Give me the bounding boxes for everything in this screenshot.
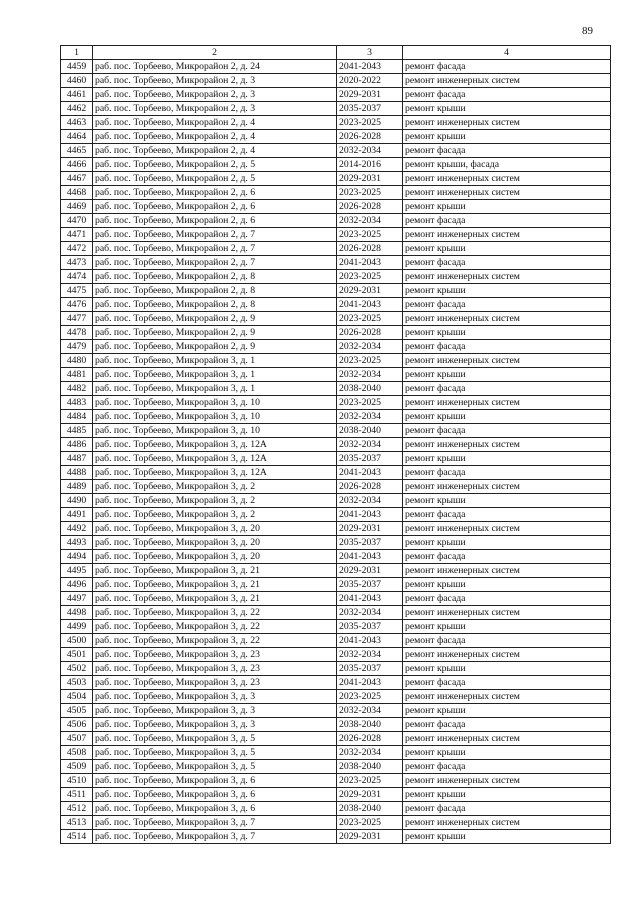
- address-cell: раб. пос. Торбеево, Микрорайон 3, д. 2: [93, 508, 337, 522]
- row-number: 4510: [61, 774, 93, 788]
- table-row: [61, 732, 611, 746]
- work-type-cell: ремонт фасада: [403, 760, 611, 774]
- work-type-cell: ремонт инженерных систем: [403, 774, 611, 788]
- header-col-3: 3: [337, 46, 403, 60]
- period-cell: 2023-2025: [337, 270, 403, 284]
- table-row: [61, 592, 611, 606]
- address-cell: раб. пос. Торбеево, Микрорайон 2, д. 3: [93, 74, 337, 88]
- period-cell: 2032-2034: [337, 144, 403, 158]
- work-type-cell: ремонт инженерных систем: [403, 648, 611, 662]
- table-row: [61, 550, 611, 564]
- table-row: [61, 382, 611, 396]
- period-cell: 2041-2043: [337, 60, 403, 74]
- row-number: 4507: [61, 732, 93, 746]
- period-cell: 2026-2028: [337, 732, 403, 746]
- period-cell: 2035-2037: [337, 452, 403, 466]
- row-number: 4472: [61, 242, 93, 256]
- table-row: [61, 354, 611, 368]
- address-cell: раб. пос. Торбеево, Микрорайон 3, д. 3: [93, 690, 337, 704]
- work-type-cell: ремонт инженерных систем: [403, 116, 611, 130]
- table-row: [61, 466, 611, 480]
- row-number: 4460: [61, 74, 93, 88]
- work-type-cell: ремонт инженерных систем: [403, 186, 611, 200]
- period-cell: 2035-2037: [337, 578, 403, 592]
- table-row: [61, 228, 611, 242]
- work-type-cell: ремонт инженерных систем: [403, 480, 611, 494]
- table-row: [61, 396, 611, 410]
- table-row: [61, 746, 611, 760]
- period-cell: 2032-2034: [337, 704, 403, 718]
- row-number: 4482: [61, 382, 93, 396]
- period-cell: 2041-2043: [337, 676, 403, 690]
- header-col-1: 1: [61, 46, 93, 60]
- address-cell: раб. пос. Торбеево, Микрорайон 2, д. 3: [93, 102, 337, 116]
- row-number: 4466: [61, 158, 93, 172]
- work-type-cell: ремонт фасада: [403, 550, 611, 564]
- row-number: 4514: [61, 830, 93, 844]
- period-cell: 2023-2025: [337, 186, 403, 200]
- period-cell: 2029-2031: [337, 284, 403, 298]
- row-number: 4467: [61, 172, 93, 186]
- period-cell: 2020-2022: [337, 74, 403, 88]
- address-cell: раб. пос. Торбеево, Микрорайон 3, д. 7: [93, 816, 337, 830]
- period-cell: 2026-2028: [337, 242, 403, 256]
- address-cell: раб. пос. Торбеево, Микрорайон 3, д. 10: [93, 424, 337, 438]
- period-cell: 2041-2043: [337, 298, 403, 312]
- work-type-cell: ремонт фасада: [403, 60, 611, 74]
- row-number: 4479: [61, 340, 93, 354]
- row-number: 4477: [61, 312, 93, 326]
- row-number: 4504: [61, 690, 93, 704]
- table-row: [61, 200, 611, 214]
- period-cell: 2029-2031: [337, 830, 403, 844]
- table-row: [61, 102, 611, 116]
- work-type-cell: ремонт инженерных систем: [403, 270, 611, 284]
- row-number: 4471: [61, 228, 93, 242]
- table-row: [61, 648, 611, 662]
- address-cell: раб. пос. Торбеево, Микрорайон 3, д. 20: [93, 536, 337, 550]
- table-row: [61, 186, 611, 200]
- table-row: [61, 718, 611, 732]
- work-type-cell: ремонт фасада: [403, 802, 611, 816]
- address-cell: раб. пос. Торбеево, Микрорайон 3, д. 10: [93, 396, 337, 410]
- row-number: 4465: [61, 144, 93, 158]
- period-cell: 2026-2028: [337, 130, 403, 144]
- address-cell: раб. пос. Торбеево, Микрорайон 3, д. 2: [93, 494, 337, 508]
- work-type-cell: ремонт крыши: [403, 326, 611, 340]
- table-row: [61, 606, 611, 620]
- header-col-4: 4: [403, 46, 611, 60]
- table-row: [61, 788, 611, 802]
- work-type-cell: ремонт крыши: [403, 242, 611, 256]
- period-cell: 2035-2037: [337, 536, 403, 550]
- work-type-cell: ремонт фасада: [403, 214, 611, 228]
- row-number: 4489: [61, 480, 93, 494]
- row-number: 4498: [61, 606, 93, 620]
- address-cell: раб. пос. Торбеево, Микрорайон 3, д. 5: [93, 746, 337, 760]
- work-type-cell: ремонт крыши: [403, 578, 611, 592]
- address-cell: раб. пос. Торбеево, Микрорайон 2, д. 7: [93, 242, 337, 256]
- row-number: 4494: [61, 550, 93, 564]
- address-cell: раб. пос. Торбеево, Микрорайон 3, д. 23: [93, 648, 337, 662]
- work-type-cell: ремонт фасада: [403, 340, 611, 354]
- table-row: [61, 676, 611, 690]
- period-cell: 2023-2025: [337, 396, 403, 410]
- period-cell: 2041-2043: [337, 256, 403, 270]
- work-type-cell: ремонт фасада: [403, 256, 611, 270]
- period-cell: 2038-2040: [337, 760, 403, 774]
- work-type-cell: ремонт крыши: [403, 452, 611, 466]
- period-cell: 2023-2025: [337, 116, 403, 130]
- address-cell: раб. пос. Торбеево, Микрорайон 2, д. 3: [93, 88, 337, 102]
- period-cell: 2035-2037: [337, 620, 403, 634]
- row-number: 4474: [61, 270, 93, 284]
- period-cell: 2038-2040: [337, 718, 403, 732]
- table-row: [61, 312, 611, 326]
- table-row: [61, 508, 611, 522]
- address-cell: раб. пос. Торбеево, Микрорайон 2, д. 5: [93, 172, 337, 186]
- work-type-cell: ремонт инженерных систем: [403, 312, 611, 326]
- table-row: [61, 326, 611, 340]
- table-row: [61, 634, 611, 648]
- period-cell: 2032-2034: [337, 368, 403, 382]
- table-row: [61, 242, 611, 256]
- table-row: [61, 536, 611, 550]
- row-number: 4501: [61, 648, 93, 662]
- table-row: [61, 774, 611, 788]
- row-number: 4475: [61, 284, 93, 298]
- period-cell: 2038-2040: [337, 802, 403, 816]
- table-row: [61, 620, 611, 634]
- period-cell: 2041-2043: [337, 592, 403, 606]
- row-number: 4509: [61, 760, 93, 774]
- work-type-cell: ремонт крыши: [403, 620, 611, 634]
- address-cell: раб. пос. Торбеево, Микрорайон 3, д. 1: [93, 354, 337, 368]
- table-row: [61, 214, 611, 228]
- period-cell: 2041-2043: [337, 634, 403, 648]
- work-type-cell: ремонт крыши: [403, 830, 611, 844]
- row-number: 4506: [61, 718, 93, 732]
- address-cell: раб. пос. Торбеево, Микрорайон 3, д. 6: [93, 802, 337, 816]
- table-row: [61, 116, 611, 130]
- row-number: 4473: [61, 256, 93, 270]
- address-cell: раб. пос. Торбеево, Микрорайон 2, д. 9: [93, 312, 337, 326]
- address-cell: раб. пос. Торбеево, Микрорайон 2, д. 4: [93, 144, 337, 158]
- address-cell: раб. пос. Торбеево, Микрорайон 2, д. 5: [93, 158, 337, 172]
- table-row: [61, 452, 611, 466]
- work-type-cell: ремонт инженерных систем: [403, 606, 611, 620]
- work-type-cell: ремонт крыши: [403, 130, 611, 144]
- row-number: 4499: [61, 620, 93, 634]
- row-number: 4480: [61, 354, 93, 368]
- table-row: [61, 438, 611, 452]
- address-cell: раб. пос. Торбеево, Микрорайон 2, д. 8: [93, 284, 337, 298]
- period-cell: 2032-2034: [337, 438, 403, 452]
- period-cell: 2029-2031: [337, 564, 403, 578]
- work-type-cell: ремонт крыши: [403, 410, 611, 424]
- work-type-cell: ремонт инженерных систем: [403, 816, 611, 830]
- address-cell: раб. пос. Торбеево, Микрорайон 3, д. 21: [93, 578, 337, 592]
- address-cell: раб. пос. Торбеево, Микрорайон 3, д. 22: [93, 620, 337, 634]
- address-cell: раб. пос. Торбеево, Микрорайон 3, д. 1: [93, 382, 337, 396]
- table-row: [61, 60, 611, 74]
- period-cell: 2032-2034: [337, 410, 403, 424]
- period-cell: 2023-2025: [337, 690, 403, 704]
- work-type-cell: ремонт фасада: [403, 592, 611, 606]
- row-number: 4502: [61, 662, 93, 676]
- period-cell: 2029-2031: [337, 172, 403, 186]
- work-type-cell: ремонт фасада: [403, 382, 611, 396]
- address-cell: раб. пос. Торбеево, Микрорайон 3, д. 1: [93, 368, 337, 382]
- period-cell: 2041-2043: [337, 508, 403, 522]
- row-number: 4464: [61, 130, 93, 144]
- period-cell: 2035-2037: [337, 662, 403, 676]
- work-type-cell: ремонт инженерных систем: [403, 228, 611, 242]
- table-row: [61, 578, 611, 592]
- period-cell: 2023-2025: [337, 228, 403, 242]
- address-cell: раб. пос. Торбеево, Микрорайон 2, д. 24: [93, 60, 337, 74]
- table-row: [61, 564, 611, 578]
- address-cell: раб. пос. Торбеево, Микрорайон 2, д. 6: [93, 186, 337, 200]
- row-number: 4492: [61, 522, 93, 536]
- works-schedule-table: [60, 45, 611, 844]
- table-row: [61, 74, 611, 88]
- address-cell: раб. пос. Торбеево, Микрорайон 3, д. 5: [93, 760, 337, 774]
- period-cell: 2041-2043: [337, 550, 403, 564]
- period-cell: 2026-2028: [337, 326, 403, 340]
- row-number: 4511: [61, 788, 93, 802]
- address-cell: раб. пос. Торбеево, Микрорайон 2, д. 6: [93, 200, 337, 214]
- row-number: 4512: [61, 802, 93, 816]
- address-cell: раб. пос. Торбеево, Микрорайон 2, д. 6: [93, 214, 337, 228]
- address-cell: раб. пос. Торбеево, Микрорайон 2, д. 7: [93, 256, 337, 270]
- address-cell: раб. пос. Торбеево, Микрорайон 3, д. 7: [93, 830, 337, 844]
- period-cell: 2032-2034: [337, 214, 403, 228]
- work-type-cell: ремонт крыши, фасада: [403, 158, 611, 172]
- table-row: [61, 144, 611, 158]
- period-cell: 2023-2025: [337, 312, 403, 326]
- work-type-cell: ремонт инженерных систем: [403, 564, 611, 578]
- period-cell: 2038-2040: [337, 382, 403, 396]
- work-type-cell: ремонт крыши: [403, 746, 611, 760]
- row-number: 4485: [61, 424, 93, 438]
- work-type-cell: ремонт фасада: [403, 144, 611, 158]
- address-cell: раб. пос. Торбеево, Микрорайон 3, д. 6: [93, 788, 337, 802]
- page-number: 89: [582, 25, 593, 37]
- row-number: 4459: [61, 60, 93, 74]
- table-row: [61, 522, 611, 536]
- period-cell: 2032-2034: [337, 606, 403, 620]
- address-cell: раб. пос. Торбеево, Микрорайон 3, д. 20: [93, 522, 337, 536]
- period-cell: 2029-2031: [337, 88, 403, 102]
- row-number: 4478: [61, 326, 93, 340]
- address-cell: раб. пос. Торбеево, Микрорайон 2, д. 7: [93, 228, 337, 242]
- work-type-cell: ремонт фасада: [403, 424, 611, 438]
- period-cell: 2023-2025: [337, 774, 403, 788]
- work-type-cell: ремонт инженерных систем: [403, 438, 611, 452]
- row-number: 4487: [61, 452, 93, 466]
- row-number: 4508: [61, 746, 93, 760]
- period-cell: 2032-2034: [337, 648, 403, 662]
- table-row: [61, 424, 611, 438]
- address-cell: раб. пос. Торбеево, Микрорайон 3, д. 12А: [93, 452, 337, 466]
- row-number: 4490: [61, 494, 93, 508]
- table-row: [61, 494, 611, 508]
- address-cell: раб. пос. Торбеево, Микрорайон 3, д. 22: [93, 606, 337, 620]
- work-type-cell: ремонт инженерных систем: [403, 172, 611, 186]
- work-type-cell: ремонт фасада: [403, 634, 611, 648]
- address-cell: раб. пос. Торбеево, Микрорайон 3, д. 20: [93, 550, 337, 564]
- table-row: [61, 298, 611, 312]
- address-cell: раб. пос. Торбеево, Микрорайон 3, д. 23: [93, 676, 337, 690]
- work-type-cell: ремонт крыши: [403, 200, 611, 214]
- work-type-cell: ремонт крыши: [403, 662, 611, 676]
- work-type-cell: ремонт фасада: [403, 718, 611, 732]
- address-cell: раб. пос. Торбеево, Микрорайон 3, д. 6: [93, 774, 337, 788]
- address-cell: раб. пос. Торбеево, Микрорайон 3, д. 5: [93, 732, 337, 746]
- row-number: 4496: [61, 578, 93, 592]
- work-type-cell: ремонт инженерных систем: [403, 522, 611, 536]
- row-number: 4497: [61, 592, 93, 606]
- row-number: 4468: [61, 186, 93, 200]
- row-number: 4461: [61, 88, 93, 102]
- row-number: 4470: [61, 214, 93, 228]
- row-number: 4481: [61, 368, 93, 382]
- address-cell: раб. пос. Торбеево, Микрорайон 3, д. 10: [93, 410, 337, 424]
- period-cell: 2026-2028: [337, 200, 403, 214]
- row-number: 4463: [61, 116, 93, 130]
- row-number: 4488: [61, 466, 93, 480]
- table-row: [61, 830, 611, 844]
- period-cell: 2023-2025: [337, 816, 403, 830]
- table-row: [61, 480, 611, 494]
- work-type-cell: ремонт фасада: [403, 508, 611, 522]
- row-number: 4495: [61, 564, 93, 578]
- work-type-cell: ремонт инженерных систем: [403, 690, 611, 704]
- address-cell: раб. пос. Торбеево, Микрорайон 3, д. 2: [93, 480, 337, 494]
- period-cell: 2029-2031: [337, 788, 403, 802]
- period-cell: 2035-2037: [337, 102, 403, 116]
- period-cell: 2038-2040: [337, 424, 403, 438]
- work-type-cell: ремонт инженерных систем: [403, 74, 611, 88]
- work-type-cell: ремонт крыши: [403, 368, 611, 382]
- period-cell: 2032-2034: [337, 746, 403, 760]
- table-body: [61, 60, 611, 844]
- address-cell: раб. пос. Торбеево, Микрорайон 2, д. 4: [93, 116, 337, 130]
- header-row: [61, 46, 611, 60]
- period-cell: 2026-2028: [337, 480, 403, 494]
- work-type-cell: ремонт крыши: [403, 102, 611, 116]
- address-cell: раб. пос. Торбеево, Микрорайон 3, д. 21: [93, 592, 337, 606]
- table-row: [61, 662, 611, 676]
- table-row: [61, 284, 611, 298]
- address-cell: раб. пос. Торбеево, Микрорайон 3, д. 3: [93, 718, 337, 732]
- table-row: [61, 130, 611, 144]
- row-number: 4493: [61, 536, 93, 550]
- table-row: [61, 270, 611, 284]
- address-cell: раб. пос. Торбеево, Микрорайон 3, д. 3: [93, 704, 337, 718]
- work-type-cell: ремонт крыши: [403, 704, 611, 718]
- address-cell: раб. пос. Торбеево, Микрорайон 3, д. 12А: [93, 438, 337, 452]
- table-row: [61, 256, 611, 270]
- address-cell: раб. пос. Торбеево, Микрорайон 2, д. 8: [93, 270, 337, 284]
- table-row: [61, 760, 611, 774]
- period-cell: 2032-2034: [337, 340, 403, 354]
- row-number: 4491: [61, 508, 93, 522]
- work-type-cell: ремонт инженерных систем: [403, 354, 611, 368]
- address-cell: раб. пос. Торбеево, Микрорайон 2, д. 4: [93, 130, 337, 144]
- period-cell: 2014-2016: [337, 158, 403, 172]
- row-number: 4486: [61, 438, 93, 452]
- address-cell: раб. пос. Торбеево, Микрорайон 3, д. 23: [93, 662, 337, 676]
- work-type-cell: ремонт инженерных систем: [403, 396, 611, 410]
- work-type-cell: ремонт фасада: [403, 298, 611, 312]
- table-row: [61, 340, 611, 354]
- address-cell: раб. пос. Торбеево, Микрорайон 3, д. 22: [93, 634, 337, 648]
- table-row: [61, 410, 611, 424]
- table-row: [61, 158, 611, 172]
- row-number: 4505: [61, 704, 93, 718]
- row-number: 4476: [61, 298, 93, 312]
- work-type-cell: ремонт инженерных систем: [403, 732, 611, 746]
- row-number: 4483: [61, 396, 93, 410]
- table-row: [61, 704, 611, 718]
- address-cell: раб. пос. Торбеево, Микрорайон 3, д. 12А: [93, 466, 337, 480]
- work-type-cell: ремонт крыши: [403, 284, 611, 298]
- address-cell: раб. пос. Торбеево, Микрорайон 3, д. 21: [93, 564, 337, 578]
- work-type-cell: ремонт крыши: [403, 494, 611, 508]
- table-row: [61, 88, 611, 102]
- row-number: 4469: [61, 200, 93, 214]
- table-row: [61, 802, 611, 816]
- work-type-cell: ремонт крыши: [403, 788, 611, 802]
- table-row: [61, 368, 611, 382]
- period-cell: 2032-2034: [337, 494, 403, 508]
- work-type-cell: ремонт фасада: [403, 88, 611, 102]
- header-col-2: 2: [93, 46, 337, 60]
- row-number: 4500: [61, 634, 93, 648]
- row-number: 4513: [61, 816, 93, 830]
- work-type-cell: ремонт крыши: [403, 536, 611, 550]
- period-cell: 2023-2025: [337, 354, 403, 368]
- work-type-cell: ремонт фасада: [403, 466, 611, 480]
- address-cell: раб. пос. Торбеево, Микрорайон 2, д. 8: [93, 298, 337, 312]
- period-cell: 2029-2031: [337, 522, 403, 536]
- row-number: 4503: [61, 676, 93, 690]
- work-type-cell: ремонт фасада: [403, 676, 611, 690]
- period-cell: 2041-2043: [337, 466, 403, 480]
- table-row: [61, 690, 611, 704]
- table-row: [61, 816, 611, 830]
- row-number: 4484: [61, 410, 93, 424]
- table-row: [61, 172, 611, 186]
- address-cell: раб. пос. Торбеево, Микрорайон 2, д. 9: [93, 340, 337, 354]
- address-cell: раб. пос. Торбеево, Микрорайон 2, д. 9: [93, 326, 337, 340]
- row-number: 4462: [61, 102, 93, 116]
